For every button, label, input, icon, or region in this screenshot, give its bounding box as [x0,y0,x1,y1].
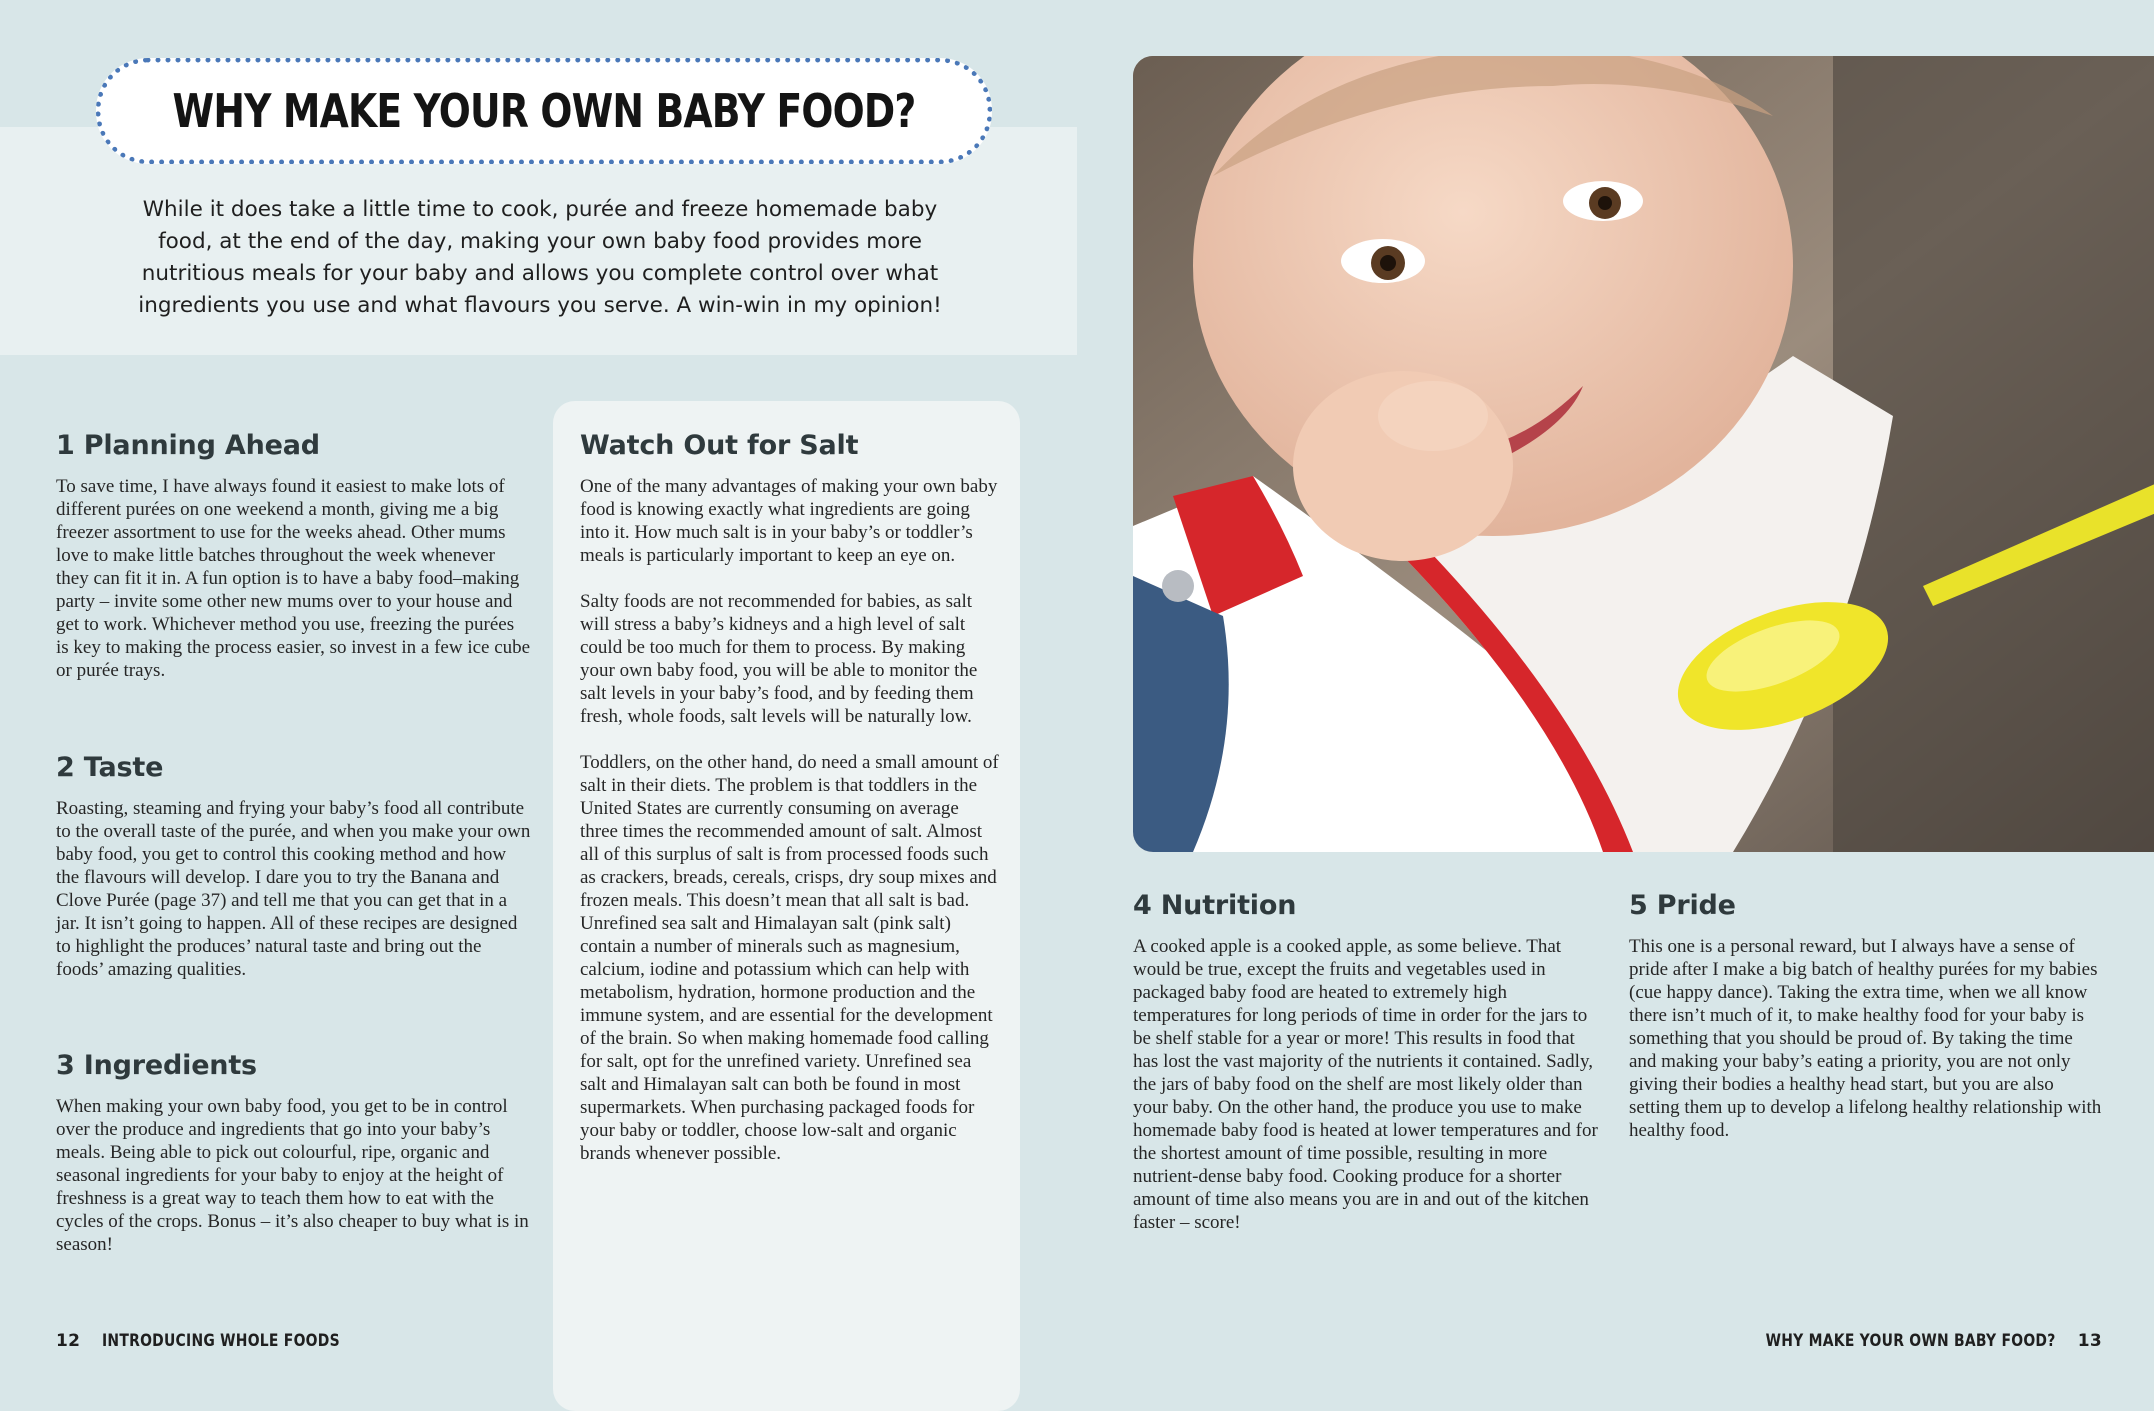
right-page-number: 13 [2077,1331,2102,1351]
nutrition-section [1133,890,1603,1257]
pride-section [1629,890,2104,1165]
pride-heading: 5 Pride [1629,890,1736,921]
title-banner [96,58,992,164]
nutrition-body: A cooked apple is a cooked apple, as some believe. That would be true, except the fruits and vegetables used in packaged baby food are heated to extremely high temperatures for long periods of time in order for the jars to be shelf stable for a year or more! This results in food that has lost the vast majority of the nutrients it contained. Sadly, the jars of baby food on the shelf are most likely older than your baby. On the other hand, the produce you use to make homemade baby food is heated at lower temperatures and for the shortest amount of time possible, resulting in more nutrient-dense baby food. Cooking produce for a shorter amount of time also means you are in and out of the kitchen faster – score! [1133,936,1598,1233]
planning-heading: 1 Planning Ahead [56,430,320,461]
taste-section [56,752,531,1004]
ingredients-heading: 3 Ingredients [56,1050,257,1081]
intro-paragraph: While it does take a little time to cook, purée and freeze homemade baby food, at the end of the day, making your own baby food provides more nutritious meals for your baby and allows you complete control over what ingredients you use and what flavours you serve. A win-win in my opinion! [138,197,942,318]
left-footer [56,1331,392,1351]
ingredients-section [56,1050,531,1279]
baby-photo [1133,56,2154,852]
planning-body: To save time, I have always found it easiest to make lots of different purées on one weekend a month, giving me a big freezer assortment to use for the weeks ahead. Other mums love to make little batches throughout the week whenever they can fit it in. A fun option is to have a baby food–making party – invite some other new mums over to your house and get to work. Whichever method you use, freezing the purées is key to making the process easier, so invest in a few ice cube or purée trays. [56,476,531,681]
salt-paragraph-1: One of the many advantages of making your own baby food is knowing exactly what ingredients are going into it. How much salt is in your baby’s or toddler’s meals is particularly important to keep an eye on. [580,476,998,566]
right-running-head: WHY MAKE YOUR OWN BABY FOOD? [1765,1331,2056,1351]
taste-heading: 2 Taste [56,752,164,783]
taste-body: Roasting, steaming and frying your baby’s food all contribute to the overall taste of the purée, and when you make your own baby food, you get to control this cooking method and how the flavours will develop. I dare you to try the Banana and Clove Purée (page 37) and tell me that you can get that in a jar. It isn’t going to happen. All of these recipes are designed to highlight the produces’ natural taste and bring out the foods’ amazing qualities. [56,798,531,980]
pride-body: This one is a personal reward, but I always have a sense of pride after I make a big batch of healthy purées for my babies (cue happy dance). Taking the extra time, when we all know there isn’t much of it, to make healthy food for your baby is something that you should be proud of. By taking the time and making your baby’s eating a priority, you are not only giving their bodies a healthy head start, but you are also setting them up to develop a lifelong healthy relationship with healthy food. [1629,936,2102,1141]
right-footer [1702,1331,2102,1351]
salt-paragraph-3: Toddlers, on the other hand, do need a small amount of salt in their diets. The problem is that toddlers in the United States are currently consuming on average three times the recommended amount of salt. Almost all of this surplus of salt is from processed foods such as crackers, breads, cereals, crisps, dry soup mixes and frozen meals. This doesn’t mean that all salt is bad. Unrefined sea salt and Himalayan salt (pink salt) contain a number of minerals such as magnesium, calcium, iodine and potassium which can help with metabolism, hydration, hormone production and the immune system, and are essential for the development of the brain. So when making homemade food calling for salt, opt for the unrefined variety. Unrefined sea salt and Himalayan salt can both be found in most supermarkets. When purchasing packaged foods for your baby or toddler, choose low-salt and organic brands whenever possible. [580,752,999,1164]
page-title: WHY MAKE YOUR OWN BABY FOOD? [172,84,916,138]
left-running-head: INTRODUCING WHOLE FOODS [102,1331,341,1351]
nutrition-heading: 4 Nutrition [1133,890,1297,921]
salt-paragraph-2: Salty foods are not recommended for babies, as salt will stress a baby’s kidneys and a high level of salt could be too much for them to process. By making your own baby food, you will be able to monitor the salt levels in your baby’s food, and by feeding them fresh, whole foods, salt levels will be naturally low. [580,591,978,727]
salt-heading: Watch Out for Salt [580,430,859,461]
salt-section [580,430,1000,1188]
baby-eating-illustration [1133,56,2154,852]
left-column [56,430,531,705]
left-page-number: 12 [56,1331,81,1351]
ingredients-body: When making your own baby food, you get to be in control over the produce and ingredients that go into your baby’s meals. Being able to pick out colourful, ripe, organic and seasonal ingredients for your baby to enjoy at the height of freshness is a great way to teach them how to eat with the cycles of the crops. Bonus – it’s also cheaper to buy what is in season! [56,1096,529,1255]
